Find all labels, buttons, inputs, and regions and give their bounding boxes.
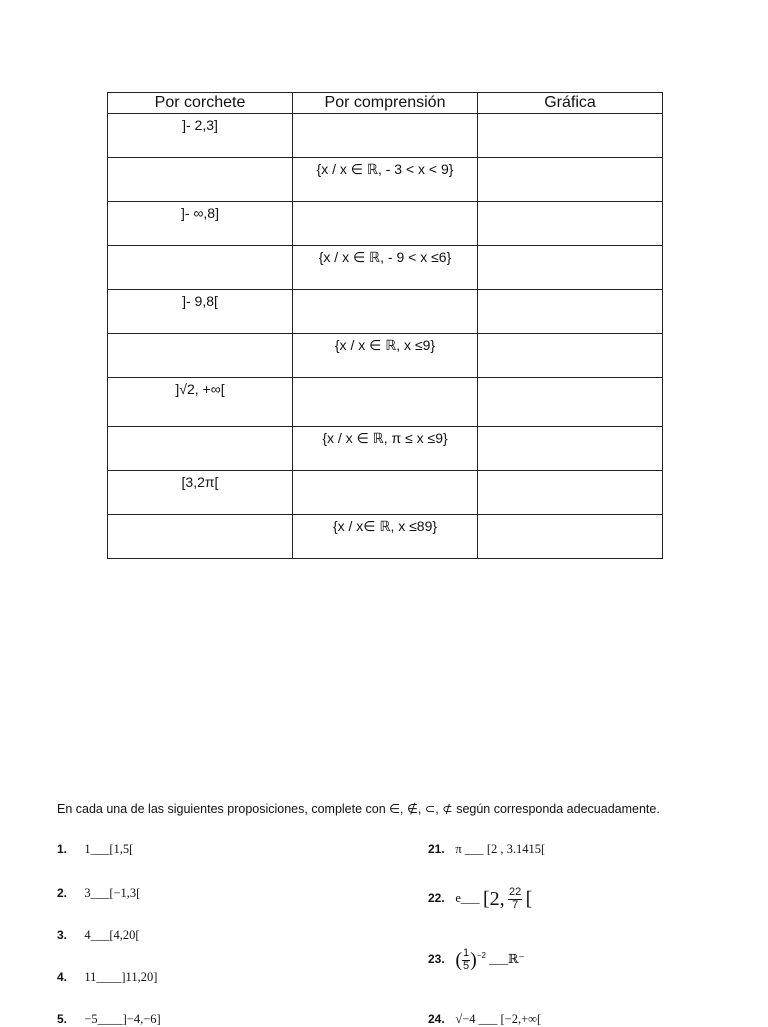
- cell-comprension: [293, 378, 478, 427]
- cell-grafica: [478, 114, 663, 158]
- exercise-item: 5. −5____]−4,−6]: [57, 1012, 161, 1026]
- exercise-item: 22. e___ [2, $\frac{22}{7}$ [: [428, 886, 533, 911]
- table-row: [108, 427, 663, 471]
- cell-grafica: [478, 158, 663, 202]
- table-row: [108, 378, 663, 427]
- interval-bracket: ]- 9,8[: [182, 293, 218, 309]
- table-row: [108, 471, 663, 515]
- cell-comprension: [293, 158, 478, 202]
- cell-grafica: [478, 246, 663, 290]
- cell-comprension: [293, 202, 478, 246]
- header-por-comprension: Por comprensión: [293, 93, 478, 114]
- cell-comprension: [293, 290, 478, 334]
- cell-corchete: [108, 378, 293, 427]
- cell-corchete: [108, 246, 293, 290]
- table-row: [108, 202, 663, 246]
- exercise-item: 21. π ___ [2 , 3.1415[: [428, 842, 546, 856]
- table-row: [108, 290, 663, 334]
- header-grafica: Gráfica: [478, 93, 663, 114]
- exercise-expression: 3___[−1,3[: [84, 886, 141, 900]
- header-por-corchete: Por corchete: [108, 93, 293, 114]
- cell-corchete: [108, 158, 293, 202]
- exercise-item: 3. 4___[4,20[: [57, 928, 140, 942]
- cell-corchete: [108, 471, 293, 515]
- table-row: [108, 515, 663, 559]
- set-builder: {x / x ∈ ℝ, π ≤ x ≤9}: [322, 430, 448, 446]
- table-header-row: [108, 93, 663, 114]
- interval-bracket: ]- ∞,8]: [181, 205, 219, 221]
- cell-grafica: [478, 378, 663, 427]
- set-builder: {x / x∈ ℝ, x ≤89}: [332, 518, 438, 534]
- cell-grafica: [478, 515, 663, 559]
- exercise-item: 4. 11____]11,20]: [57, 970, 158, 984]
- fraction: $\frac{22}{7}$: [509, 886, 522, 911]
- exercise-item: 23. ( $\frac{1}{5}$ )$^{-2}$ ___ℝ⁻: [428, 947, 526, 972]
- cell-corchete: [108, 114, 293, 158]
- set-builder: {x / x ∈ ℝ, - 3 < x < 9}: [316, 161, 454, 177]
- exercise-item: 2. 3___[−1,3[: [57, 886, 141, 900]
- cell-comprension: [293, 515, 478, 559]
- cell-corchete: [108, 334, 293, 378]
- interval-table: [107, 92, 663, 559]
- exercise-expression: 11____]11,20]: [84, 970, 158, 984]
- cell-grafica: [478, 290, 663, 334]
- exercise-expression: 4___[4,20[: [84, 928, 140, 942]
- fraction: $\frac{1}{5}$: [463, 947, 470, 972]
- cell-grafica: [478, 202, 663, 246]
- table-row: [108, 158, 663, 202]
- cell-corchete: [108, 202, 293, 246]
- cell-grafica: [478, 471, 663, 515]
- cell-comprension: [293, 471, 478, 515]
- exercise-expression: −5____]−4,−6]: [84, 1012, 161, 1026]
- cell-grafica: [478, 427, 663, 471]
- table-row: [108, 114, 663, 158]
- cell-grafica: [478, 334, 663, 378]
- table-row: [108, 334, 663, 378]
- interval-bracket: ]- 2,3]: [182, 117, 218, 133]
- cell-corchete: [108, 290, 293, 334]
- cell-comprension: [293, 427, 478, 471]
- cell-comprension: [293, 114, 478, 158]
- exercise-expression: √−4 ___ [−2,+∞[: [455, 1012, 542, 1026]
- exercise-item: 24. √−4 ___ [−2,+∞[: [428, 1012, 542, 1026]
- cell-corchete: [108, 427, 293, 471]
- interval-bracket: ]√2, +∞[: [175, 381, 225, 397]
- table-row: [108, 246, 663, 290]
- exercise-expression: 1___[1,5[: [84, 842, 134, 856]
- exercise-instruction: En cada una de las siguientes proposiciones, complete con ∈, ∉, ⊂, ⊄ según corresponda adecuadamente.: [57, 802, 660, 816]
- set-builder: {x / x ∈ ℝ, x ≤9}: [334, 337, 436, 353]
- set-builder: {x / x ∈ ℝ, - 9 < x ≤6}: [318, 249, 452, 265]
- exercise-item: 1. 1___[1,5[: [57, 842, 134, 856]
- cell-comprension: [293, 334, 478, 378]
- exercise-expression: [2 , 3.1415[: [486, 842, 546, 856]
- interval-bracket: [3,2π[: [181, 474, 219, 490]
- cell-corchete: [108, 515, 293, 559]
- cell-comprension: [293, 246, 478, 290]
